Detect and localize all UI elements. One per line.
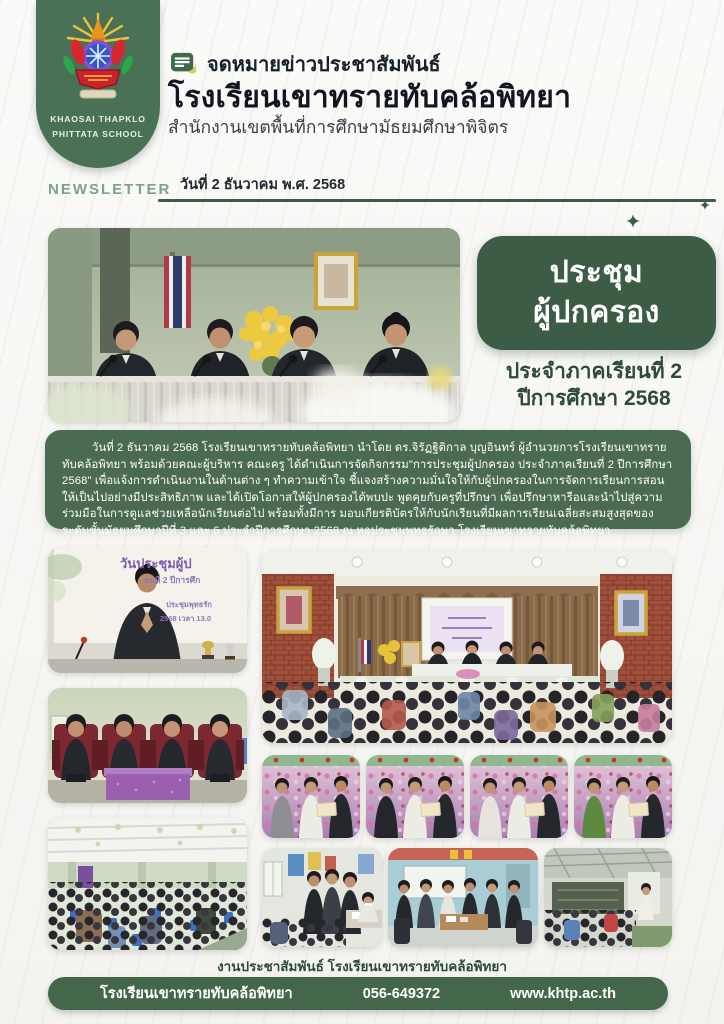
sparkle-icon	[686, 314, 702, 330]
photo-committee	[48, 688, 247, 803]
headline-line2: ผู้ปกครอง	[533, 296, 660, 329]
projector-screen-text: 2568 เวลา 13.0	[160, 614, 212, 623]
projector-screen-text: ยนที่ 2 ปีการศึก	[144, 575, 201, 585]
projector-screen-text: วันประชุมผู้ป	[120, 556, 192, 571]
footer-phone: 056-649372	[362, 985, 441, 1002]
headline-card	[477, 236, 716, 350]
footer-school-name: โรงเรียนเขาทรายทับคล้อพิทยา	[100, 986, 293, 1002]
photo-classroom-3	[544, 848, 672, 947]
page-title: โรงเรียนเขาทรายทับคล้อพิทยา	[168, 81, 572, 114]
article-text: วันที่ 2 ธันวาคม 2568 โรงเรียนเขาทรายทับคล้อพิทยา นำโดย ดร.จิรัฏฐิติกาล บุญอินทร์ ผู้อำนวยการโรงเรียนเขาทรายทับคล้อพิทยา พร้อมด้วยคณะผู้บริหาร คณะครู ได้ดำเนินการจัดกิจกรรม"การประชุมผู้ปกครอง ประจำภาคเรียนที่ 2 ปีการศึกษา 2568" เพื่อแจ้งการดำเนินงานในด้านต่าง ๆ ทำความเข้าใจ ชี้แจงสร้างความมั่นใจให้กับผู้ปกครองในการจัดการเรียนการสอน ให้เป็นไปอย่างมีประสิทธิภาพ และได้เปิดโอกาสให้ผู้ปกครองได้พบปะ พูดคุยกับครูที่ปรึกษา เพื่อปรึกษาหารือและนำไปสู่ความร่วมมือในการดูแลช่วยเหลือนักเรียนต่อไป พร้อมทั้งมีการ มอบเกียรติบัตรให้กับนักเรียนที่มีผลการเรียนเฉลี่ยสะสมสูงสุดของระดับชั้นมัธยมศึกษาปีที่ 3 และ 6 ประจำปีการศึกษา 2568 ณ หอประชุมพุทธรักษา โรงเรียนเขาทรายทับคล้อพิทยา	[62, 442, 673, 537]
photo-certificate-4	[574, 755, 672, 838]
projector-screen-text: ประชุมพุทธรัก	[166, 600, 212, 609]
school-badge	[36, 0, 160, 168]
district-subtitle: สำนักงานเขตพื้นที่การศึกษามัธยมศึกษาพิจิตร	[168, 117, 509, 137]
photo-certificate-3	[470, 755, 568, 838]
news-document-icon	[170, 52, 198, 76]
sparkle-icon	[626, 214, 640, 228]
photo-certificate-1	[262, 755, 360, 838]
footer-bar	[48, 977, 668, 1010]
footer-website: www.khtp.ac.th	[510, 985, 616, 1002]
sparkle-icon	[672, 276, 683, 287]
photo-auditorium	[262, 550, 672, 743]
school-crest-icon	[58, 10, 138, 106]
footer-caption: งานประชาสัมพันธ์ โรงเรียนเขาทรายทับคล้อพิทยา	[217, 959, 507, 974]
sparkle-icon	[700, 200, 710, 210]
photo-hero-panel	[48, 228, 460, 422]
headline-subtitle: ประจำภาคเรียนที่ 2 ปีการศึกษา 2568	[505, 360, 683, 411]
photo-classroom-1	[262, 848, 382, 947]
photo-hall-audience	[48, 818, 247, 950]
photo-speaker	[48, 547, 247, 673]
photo-classroom-2	[388, 848, 538, 947]
kicker-text: จดหมายข่าวประชาสัมพันธ์	[207, 54, 441, 76]
date-divider	[158, 199, 716, 202]
issue-date: วันที่ 2 ธันวาคม พ.ศ. 2568	[180, 177, 346, 193]
newsletter-label: NEWSLETTER	[48, 181, 172, 198]
article-card	[45, 430, 691, 537]
headline-line1: ประชุม	[549, 256, 644, 290]
photo-certificate-2	[366, 755, 464, 838]
badge-school-name: KHAOSAI THAPKLO PHITTATA SCHOOL	[50, 114, 146, 140]
